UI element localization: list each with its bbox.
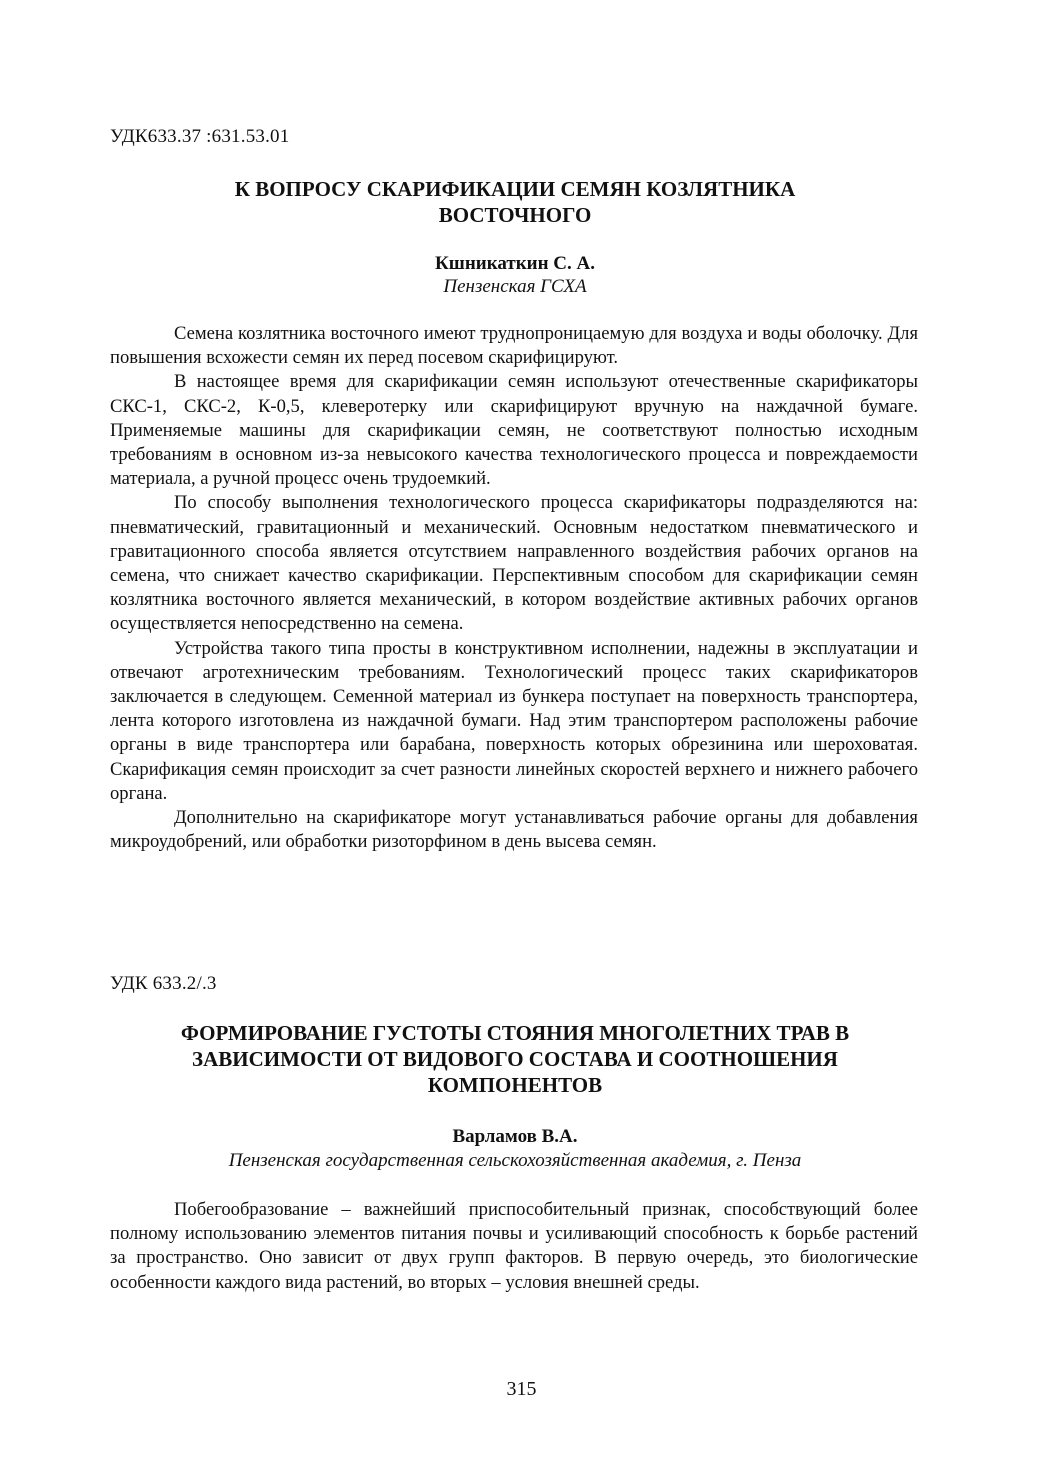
- article1-body: [110, 322, 918, 854]
- article2-affiliation: Пензенская государственная сельскохозяйственная академия, г. Пенза: [228, 1150, 802, 1171]
- paragraph: Дополнительно на скарификаторе могут устанавливаться рабочие органы для добавления микроудобрений, или обработки ризоторфином в день высева семян.: [110, 807, 918, 853]
- article1-title: К ВОПРОСУ СКАРИФИКАЦИИ СЕМЯН КОЗЛЯТНИКА ВОСТОЧНОГО: [234, 177, 796, 227]
- article2-author: Варламов В.А.: [452, 1126, 578, 1147]
- page-number: 315: [506, 1378, 537, 1400]
- paragraph: В настоящее время для скарификации семян используют отечественные скарификаторы СКС-1, СКС-2, К-0,5, клеверотерку или скарифицируют вручную на наждачной бумаге. Применяемые машины для скарификации семян, не соответствуют полностью исходным требованиям в основном из-за невысокого качества технологического процесса и повреждаемости материала, а ручной процесс очень трудоемкий.: [110, 371, 918, 490]
- article2-body: [110, 1198, 918, 1295]
- paragraph: Семена козлятника восточного имеют труднопроницаемую для воздуха и воды оболочку. Для повышения всхожести семян их перед посевом скарифицируют.: [110, 323, 918, 369]
- article1-author: Кшникаткин С. А.: [435, 253, 595, 274]
- article1-affiliation: Пензенская ГСХА: [443, 276, 587, 297]
- paragraph: Устройства такого типа просты в конструктивном исполнении, надежны в эксплуатации и отвечают агротехническим требованиям. Технологический процесс таких скарификаторов заключается в следующем. Семенной материал из бункера поступает на поверхность транспортера, лента которого изготовлена из наждачной бумаги. Над этим транспортером расположены рабочие органы в виде транспортера или барабана, поверхность которых обрезинина или шероховатая. Скарификация семян происходит за счет разности линейных скоростей верхнего и нижнего рабочего органа.: [110, 637, 918, 804]
- article1-udc: УДК633.37 :631.53.01: [110, 126, 290, 147]
- article2-title: ФОРМИРОВАНИЕ ГУСТОТЫ СТОЯНИЯ МНОГОЛЕТНИХ ТРАВ В ЗАВИСИМОСТИ ОТ ВИДОВОГО СОСТАВА И СООТНОШЕНИЯ КОМПОНЕНТОВ: [180, 1021, 850, 1097]
- paragraph: По способу выполнения технологического процесса скарификаторы подразделяются на: пневматический, гравитационный и механический. Основным недостатком пневматического и гравитационного способа является отсутствием направленного воздействия рабочих органов на семена, что снижает качество скарификации. Перспективным способом для скарификации семян козлятника восточного является механический, в котором воздействие активных рабочих органов осуществляется непосредственно на семена.: [110, 492, 918, 635]
- paragraph: Побегообразование – важнейший приспособительный признак, способствующий более полному использованию элементов питания почвы и усиливающий способность к борьбе растений за пространство. Оно зависит от двух групп факторов. В первую очередь, это биологические особенности каждого вида растений, во вторых – условия внешней среды.: [110, 1199, 918, 1293]
- article2-udc: УДК 633.2/.3: [110, 973, 217, 994]
